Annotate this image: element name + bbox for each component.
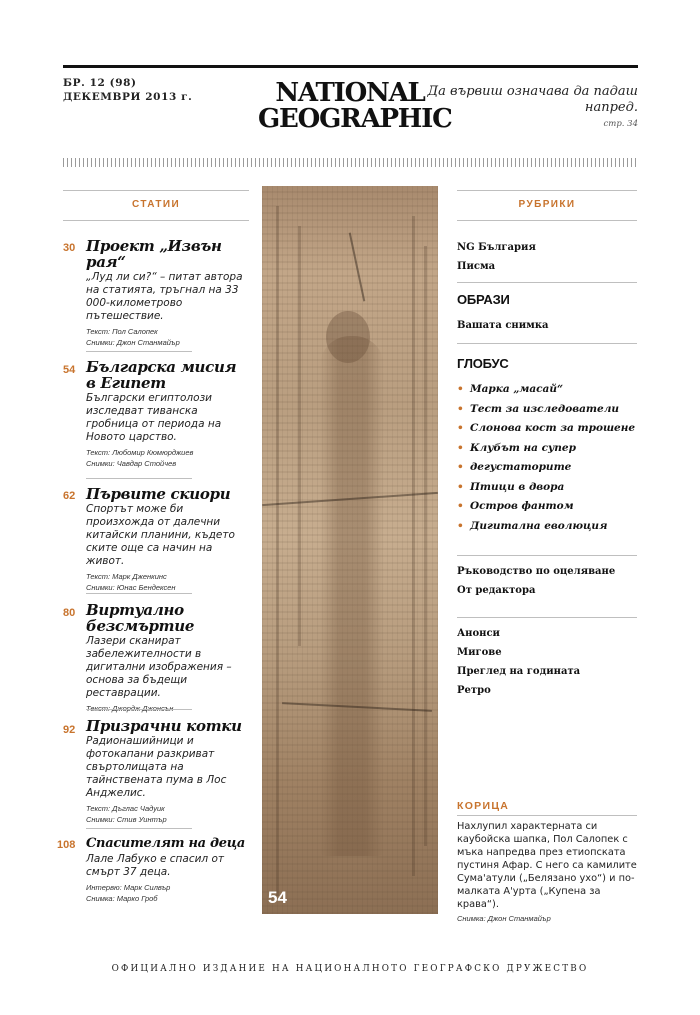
left-heading-rule-bottom [63,220,249,221]
article-credit-text: Текст: Дъглас Чадуик [86,804,165,813]
hieroglyph-column [298,226,301,646]
article-divider [86,828,192,829]
rubric-item[interactable]: Писма [457,261,496,272]
article-credit-photo: Снимки: Юнас Бендексен [86,583,176,592]
header-quote [418,84,638,132]
rubric-divider [457,343,637,344]
rubric-divider [457,282,637,283]
article-title[interactable]: Виртуално безсмъртие [86,601,195,635]
article-entry[interactable] [63,359,249,469]
article-credit-text: Текст: Любомир Кюмюрджиев [86,448,194,457]
article-description: Радионашийници и фотокапани разкриват свъртолищата на тайнствената пума в Лос Анджелис. [86,735,227,799]
article-credit-text: Текст: Марк Дженкинс [86,572,167,581]
rubric-divider [457,617,637,618]
cover-rule [457,815,637,816]
globe-item[interactable]: • Клубът на супер [457,439,637,459]
images-heading: ОБРАЗИ [457,292,510,307]
feature-photo[interactable] [262,186,438,914]
article-title[interactable]: Призрачни котки [86,717,242,735]
stone-crack [349,233,366,302]
globe-item[interactable]: • Дигитална еволюция [457,517,637,537]
dashed-divider [63,158,638,167]
article-divider [86,478,192,479]
rubric-item[interactable]: Мигове [457,647,502,658]
article-entry[interactable] [63,486,249,593]
quote-text: Да вървиш означава да падаш напред. [427,84,638,115]
article-description: Лале Лабуко е спасил от смърт 37 деца. [86,853,225,878]
hieroglyph-column [424,246,427,846]
quote-page: стр. 34 [603,119,638,129]
article-description: Български египтолози изследват тиванска гробница от периода на Новото царство. [86,392,222,443]
article-description: Лазери сканират забележителности в дигитални изображения – основа за бъдещи реставрации. [86,635,232,699]
top-rule [63,65,638,68]
article-title[interactable]: Първите скиори [86,485,231,503]
article-title[interactable]: Спасителят на деца [86,836,245,851]
globe-list [457,380,637,536]
article-credit-photo: Снимки: Чавдар Стойчев [86,459,177,468]
article-page-number: 108 [57,839,76,851]
magazine-logo [258,78,452,134]
rubric-item[interactable]: Преглед на годината [457,666,581,677]
hieroglyph-column [276,206,279,896]
article-description: Спортът може би произхожда от далечни китайски планини, където ските още са начин на живот. [86,503,235,567]
article-entry[interactable] [63,602,249,714]
rubric-group-images [457,316,637,335]
article-entry[interactable] [63,238,249,348]
rubric-divider [457,555,637,556]
globe-item[interactable]: • Слонова кост за трошене [457,419,637,439]
issue-info [63,76,192,104]
relief-figure-body [320,336,384,856]
rubric-item[interactable]: От редактора [457,585,536,596]
right-heading-rule-bottom [457,220,637,221]
footer-tagline: ОФИЦИАЛНО ИЗДАНИЕ НА НАЦИОНАЛНОТО ГЕОГРАФСКО ДРУЖЕСТВО [111,964,589,974]
globe-item-continuation[interactable]: • дегустаторите [457,458,637,478]
article-divider [86,351,192,352]
article-credit-text: Интервю: Марк Силвър [86,883,171,892]
article-divider [86,593,192,594]
article-page-number: 54 [63,364,76,376]
article-credit-photo: Снимки: Стив Уинтър [86,815,167,824]
article-page-number: 80 [63,607,76,619]
rubric-item[interactable]: Анонси [457,628,500,639]
issue-date: ДЕКЕМВРИ 2013 г. [63,91,193,103]
hieroglyph-column [412,216,415,876]
cover-description: Нахлупил характерната си каубойска шапка, Пол Салопек с мъка напредва през етиопската пустиня Афар. С него са камилите Сума'атули („Белязано ухо“) и по-малката А'урта („Купена за крава“). [457,821,637,910]
article-title[interactable]: Проект „Извън рая“ [86,237,222,271]
articles-heading: СТАТИИ [131,199,181,210]
rubric-group-guide [457,562,637,600]
article-page-number: 62 [63,490,76,502]
article-title[interactable]: Българска мисия в Египет [86,358,237,392]
article-entry[interactable] [57,836,249,904]
rubric-group-ng [457,238,637,276]
issue-number: БР. 12 (98) [63,77,137,89]
cover-heading: КОРИЦА [457,800,510,812]
article-page-number: 30 [63,242,76,254]
article-credit-text: Текст: Пол Салопек [86,327,158,336]
rubric-item[interactable]: NG България [457,242,536,253]
right-heading-rule-top [457,190,637,191]
logo-line-geographic: GEOGRAPHIC [258,104,452,134]
globe-item[interactable]: • Остров фантом [457,497,637,517]
columns-heading: РУБРИКИ [518,199,576,210]
article-credit-photo: Снимки: Джон Станмайър [86,338,180,347]
logo-line-national: NATIONAL [275,78,425,108]
globe-heading: ГЛОБУС [457,356,509,371]
article-divider [86,709,192,710]
photo-page-number: 54 [268,888,287,907]
rubric-item[interactable]: Ретро [457,685,491,696]
rubric-group-misc [457,624,637,700]
rubric-item[interactable]: Вашата снимка [457,320,549,331]
cover-section [457,800,637,923]
globe-item[interactable]: • Птици в двора [457,478,637,498]
globe-item[interactable]: • Тест за изследователи [457,400,637,420]
article-entry[interactable] [63,718,249,825]
rubric-item[interactable]: Ръководство по оцеляване [457,566,616,577]
article-description: „Луд ли си?“ – питат автора на статията, тръгнал на 33 000-километрово пътешествие. [86,271,243,322]
left-heading-rule-top [63,190,249,191]
globe-item[interactable]: • Марка „масай“ [457,380,637,400]
article-page-number: 92 [63,724,76,736]
article-credit-photo: Снимка: Марко Гроб [86,894,158,903]
cover-credit: Снимка: Джон Станмайър [457,914,551,923]
